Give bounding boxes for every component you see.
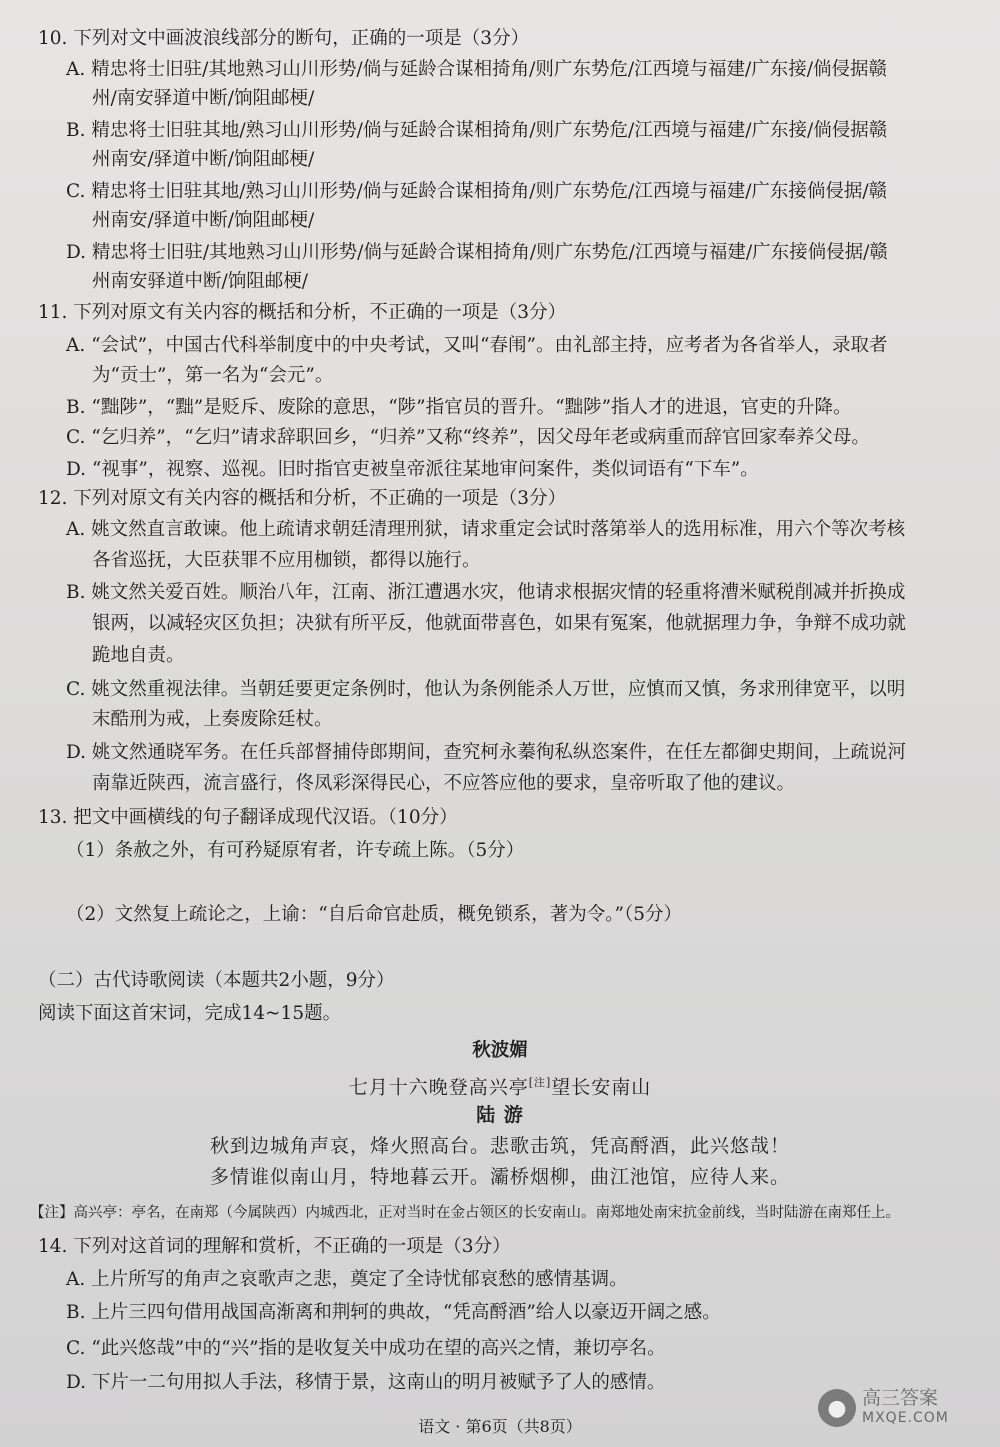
q14-option-c: C. “此兴悠哉”中的“兴”指的是收复关中成功在望的高兴之情，兼切亭名。 [66, 1338, 666, 1359]
q10-option-a-cont: 州/南安驿道中断/饷阻邮梗/ [92, 88, 315, 109]
q12-option-b: B. 姚文然关爱百姓。顺治八年，江南、浙江遭遇水灾，他请求根据灾情的轻重将漕米赋税削减并折换成 [66, 582, 906, 603]
q10-option-d-cont: 州南安驿道中断/饷阻邮梗/ [92, 271, 308, 292]
q10-option-a: A. 精忠将士旧驻/其地熟习山川形势/倘与延龄合谋相掎角/则广东势危/江西境与福建/广东接/倘侵据赣 [66, 59, 888, 80]
q14-option-a: A. 上片所写的角声之哀歌声之悲，奠定了全诗忧郁哀愁的感情基调。 [66, 1269, 628, 1290]
poem-line-1: 秋到边城角声哀，烽火照高台。悲歌击筑，凭高酹酒，此兴悠哉！ [209, 1135, 790, 1157]
page-footer: 语文 · 第6页（共8页） [418, 1417, 582, 1436]
section-intro: 阅读下面这首宋词，完成14~15题。 [38, 1003, 342, 1024]
q12-option-b-cont2: 跪地自责。 [92, 645, 185, 666]
poem-subtitle [0, 1070, 1000, 1100]
q12-option-a: A. 姚文然直言敢谏。他上疏请求朝廷清理刑狱，请求重定会试时落第举人的选用标准，用六个等次考核 [66, 519, 906, 540]
q14-option-d: D. 下片一二句用拟人手法，移情于景，这南山的明月被赋予了人的感情。 [66, 1372, 666, 1393]
poem-line-2: 多情谁似南山月，特地暮云开。灞桥烟柳，曲江池馆，应待人来。 [209, 1166, 790, 1188]
q12-option-a-cont: 各省巡抚，大臣获罪不应用枷锁，都得以施行。 [92, 550, 481, 571]
poem-title: 秋波媚 [472, 1040, 528, 1061]
q11-option-a-cont: 为“贡士”，第一名为“会元”。 [92, 365, 334, 386]
q10-option-d: D. 精忠将士旧驻/其地熟习山川形势/倘与延龄合谋相掎角/则广东势危/江西境与福建/广东接倘侵据/赣 [66, 242, 888, 263]
q10-option-b: B. 精忠将士旧驻其地/熟习山川形势/倘与延龄合谋相掎角/则广东势危/江西境与福建/广东接/倘侵据赣 [66, 120, 888, 141]
poem-note-marker: [注] [528, 1076, 552, 1089]
q12-option-c-cont: 末酷刑为戒，上奏废除廷杖。 [92, 709, 333, 730]
poem-note: 【注】高兴亭：亭名，在南郑（今属陕西）内城西北，正对当时在金占领区的长安南山。南郑地处南宋抗金前线，当时陆游在南郑任上。 [30, 1205, 900, 1221]
q12-option-d: D. 姚文然通晓军务。在任兵部督捕侍郎期间，查究柯永蓁徇私纵恣案件，在任左都御史期间，上疏说河 [66, 742, 906, 763]
q11-option-c: C. “乞归养”，“乞归”请求辞职回乡，“归养”又称“终养”，因父母年老或病重而辞官回家奉养父母。 [66, 427, 870, 448]
q12-option-d-cont: 南靠近陕西，流言盛行，佟凤彩深得民心，不应答应他的要求，皇帝听取了他的建议。 [92, 773, 796, 794]
q13-stem: 13. 把文中画横线的句子翻译成现代汉语。（10分） [38, 807, 458, 828]
q13-sentence-2: （2）文然复上疏论之，上谕：“自后命官赴质，概免锁系，著为令。”（5分） [66, 904, 682, 925]
q12-stem: 12. 下列对原文有关内容的概括和分析，不正确的一项是（3分） [38, 488, 567, 509]
q11-option-d: D. “视事”，视察、巡视。旧时指官吏被皇帝派往某地审问案件，类似词语有“下车”。 [66, 459, 759, 480]
watermark-text: 高三答案 [862, 1387, 939, 1409]
watermark [818, 1382, 978, 1434]
poem-subtitle-pre: 七月十六晚登高兴亭 [348, 1076, 529, 1099]
q10-option-c: C. 精忠将士旧驻其地/熟习山川形势/倘与延龄合谋相掎角/则广东势危/江西境与福建/广东接倘侵据/赣 [66, 181, 888, 202]
section-title: （二）古代诗歌阅读（本题共2小题，9分） [38, 970, 395, 991]
q13-sentence-1: （1）条赦之外，有可矜疑原宥者，许专疏上陈。（5分） [66, 840, 525, 861]
q11-option-a: A. “会试”，中国古代科举制度中的中央考试，又叫“春闱”。由礼部主持，应考者为各省举人，录取者 [66, 335, 888, 356]
poem-subtitle-post: 望长安南山 [551, 1076, 652, 1099]
q14-option-b: B. 上片三四句借用战国高渐离和荆轲的典故，“凭高酹酒”给人以豪迈开阔之感。 [66, 1302, 721, 1323]
q10-option-b-cont: 州南安/驿道中断/饷阻邮梗/ [92, 149, 315, 170]
watermark-site: MXQE.COM [862, 1410, 949, 1426]
q10-option-c-cont: 州南安/驿道中断/饷阻邮梗/ [92, 210, 315, 231]
wechat-icon: ● [818, 1389, 856, 1427]
q12-option-c: C. 姚文然重视法律。当朝廷要更定条例时，他认为条例能杀人万世，应慎而又慎，务求刑律宽平，以明 [66, 679, 906, 700]
q10-stem: 10. 下列对文中画波浪线部分的断句，正确的一项是（3分） [38, 28, 530, 49]
poem-author: 陆 游 [476, 1104, 524, 1126]
q11-stem: 11. 下列对原文有关内容的概括和分析，不正确的一项是（3分） [38, 302, 567, 323]
q12-option-b-cont: 银两，以减轻灾区负担；决狱有所平反，他就面带喜色，如果有冤案，他就据理力争，争辩不成功就 [92, 613, 907, 634]
q14-stem: 14. 下列对这首词的理解和赏析，不正确的一项是（3分） [38, 1236, 511, 1257]
q11-option-b: B. “黜陟”，“黜”是贬斥、废除的意思，“陟”指官员的晋升。“黜陟”指人才的进退，官吏的升降。 [66, 397, 852, 418]
